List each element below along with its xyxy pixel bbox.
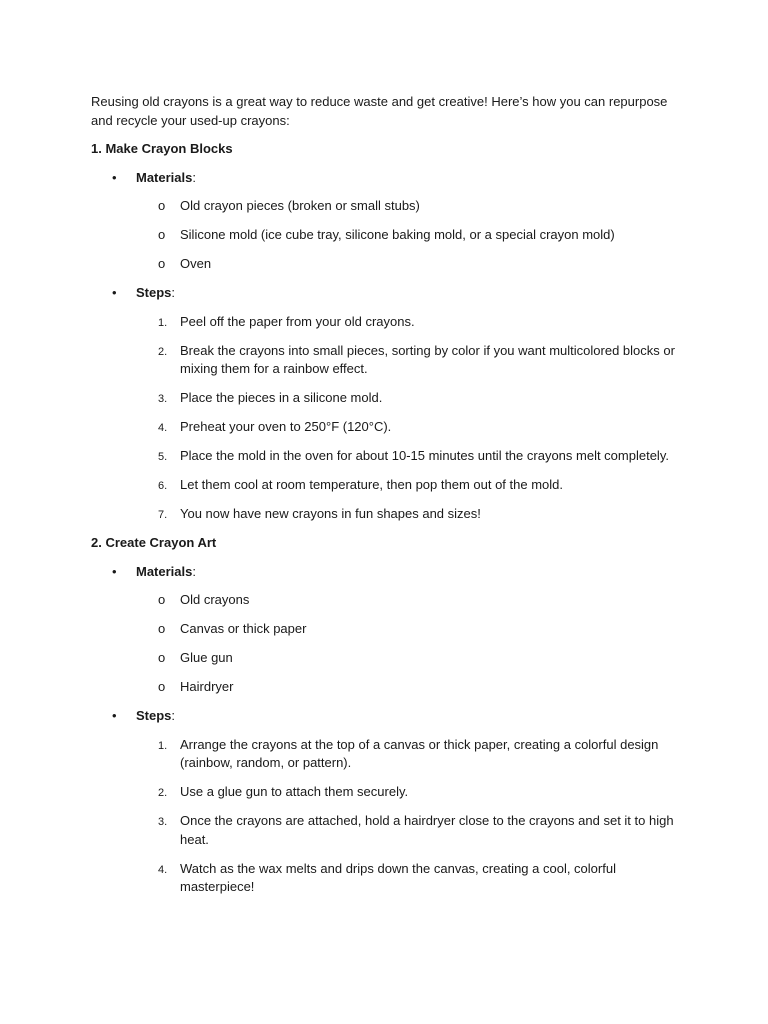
materials-bullet: [91, 563, 681, 582]
step-text: You now have new crayons in fun shapes and sizes!: [180, 506, 481, 521]
material-item: Hairdryer: [180, 679, 234, 694]
material-item: Oven: [180, 256, 212, 271]
step-number: 7.: [158, 509, 168, 521]
material-item: Old crayons: [180, 592, 250, 607]
bullet-marker: •: [112, 285, 117, 300]
step-number: 3.: [158, 393, 168, 405]
step-text: Preheat your oven to 250°F (120°C).: [180, 419, 392, 434]
step-text: Watch as the wax melts and drips down the canvas, creating a cool, colorful masterpiece!: [180, 860, 616, 894]
list-item: [91, 783, 681, 802]
steps-label: Steps: [136, 285, 172, 300]
step-text: Break the crayons into small pieces, sorting by color if you want multicolored blocks or mixing them for a rainbow effect.: [180, 342, 675, 376]
list-item: [91, 860, 681, 897]
list-item: [91, 389, 681, 408]
bullet-marker: •: [112, 563, 117, 579]
sub-marker: o: [158, 256, 166, 271]
colon: :: [192, 169, 196, 185]
step-text: Let them cool at room temperature, then pop them out of the mold.: [180, 477, 563, 492]
list-item: [91, 226, 681, 245]
materials-bullet: [91, 169, 681, 188]
steps-label: Steps: [136, 708, 172, 723]
materials-label: Materials: [136, 563, 193, 579]
sub-marker: o: [158, 650, 166, 665]
bullet-marker: •: [112, 169, 117, 185]
step-text: Arrange the crayons at the top of a canvas or thick paper, creating a colorful design (rainbow, random, or pattern).: [180, 736, 659, 770]
material-item: Canvas or thick paper: [180, 621, 307, 636]
colon: :: [171, 708, 176, 723]
step-number: 2.: [158, 345, 168, 358]
step-text: Place the pieces in a silicone mold.: [180, 390, 383, 405]
sub-marker: o: [158, 227, 166, 242]
step-text: Peel off the paper from your old crayons.: [180, 313, 415, 329]
document-page: [91, 93, 681, 907]
step-number: 3.: [158, 816, 168, 828]
list-item: [91, 505, 681, 524]
step-number: 4.: [158, 422, 168, 434]
colon: :: [171, 285, 176, 300]
section-heading-crayon-art: 2. Create Crayon Art: [91, 535, 217, 550]
step-number: 4.: [158, 863, 168, 876]
colon: :: [192, 563, 196, 579]
step-number: 1.: [158, 316, 168, 329]
list-item: [91, 476, 681, 495]
list-item: [91, 812, 681, 849]
sub-marker: o: [158, 679, 166, 694]
materials-label: Materials: [136, 169, 193, 185]
step-text: Once the crayons are attached, hold a hairdryer close to the crayons and set it to high heat.: [180, 813, 674, 847]
list-item: [91, 591, 681, 610]
list-item: [91, 678, 681, 697]
step-number: 6.: [158, 480, 168, 492]
list-item: [91, 649, 681, 668]
list-item: [91, 447, 681, 466]
list-item: [91, 313, 681, 332]
step-number: 2.: [158, 787, 168, 799]
sub-marker: o: [158, 198, 166, 213]
material-item: Old crayon pieces (broken or small stubs): [180, 198, 420, 213]
bullet-marker: •: [112, 708, 117, 723]
steps-bullet: [91, 707, 681, 726]
sub-marker: o: [158, 621, 166, 636]
list-item: [91, 418, 681, 437]
list-item: [91, 342, 681, 379]
step-text: Use a glue gun to attach them securely.: [180, 784, 409, 799]
section-heading-crayon-blocks: 1. Make Crayon Blocks: [91, 141, 233, 156]
list-item: [91, 736, 681, 773]
list-item: [91, 620, 681, 639]
step-number: 1.: [158, 739, 168, 752]
material-item: Silicone mold (ice cube tray, silicone baking mold, or a special crayon mold): [180, 227, 615, 242]
step-number: 5.: [158, 451, 168, 463]
steps-bullet: [91, 284, 681, 303]
sub-marker: o: [158, 592, 166, 607]
step-text: Place the mold in the oven for about 10-15 minutes until the crayons melt completely.: [180, 448, 669, 463]
list-item: [91, 197, 681, 216]
material-item: Glue gun: [180, 650, 233, 665]
intro-paragraph: Reusing old crayons is a great way to reduce waste and get creative! Here’s how you can repurpose and recycle your used-up crayons:: [91, 94, 668, 128]
list-item: [91, 255, 681, 274]
